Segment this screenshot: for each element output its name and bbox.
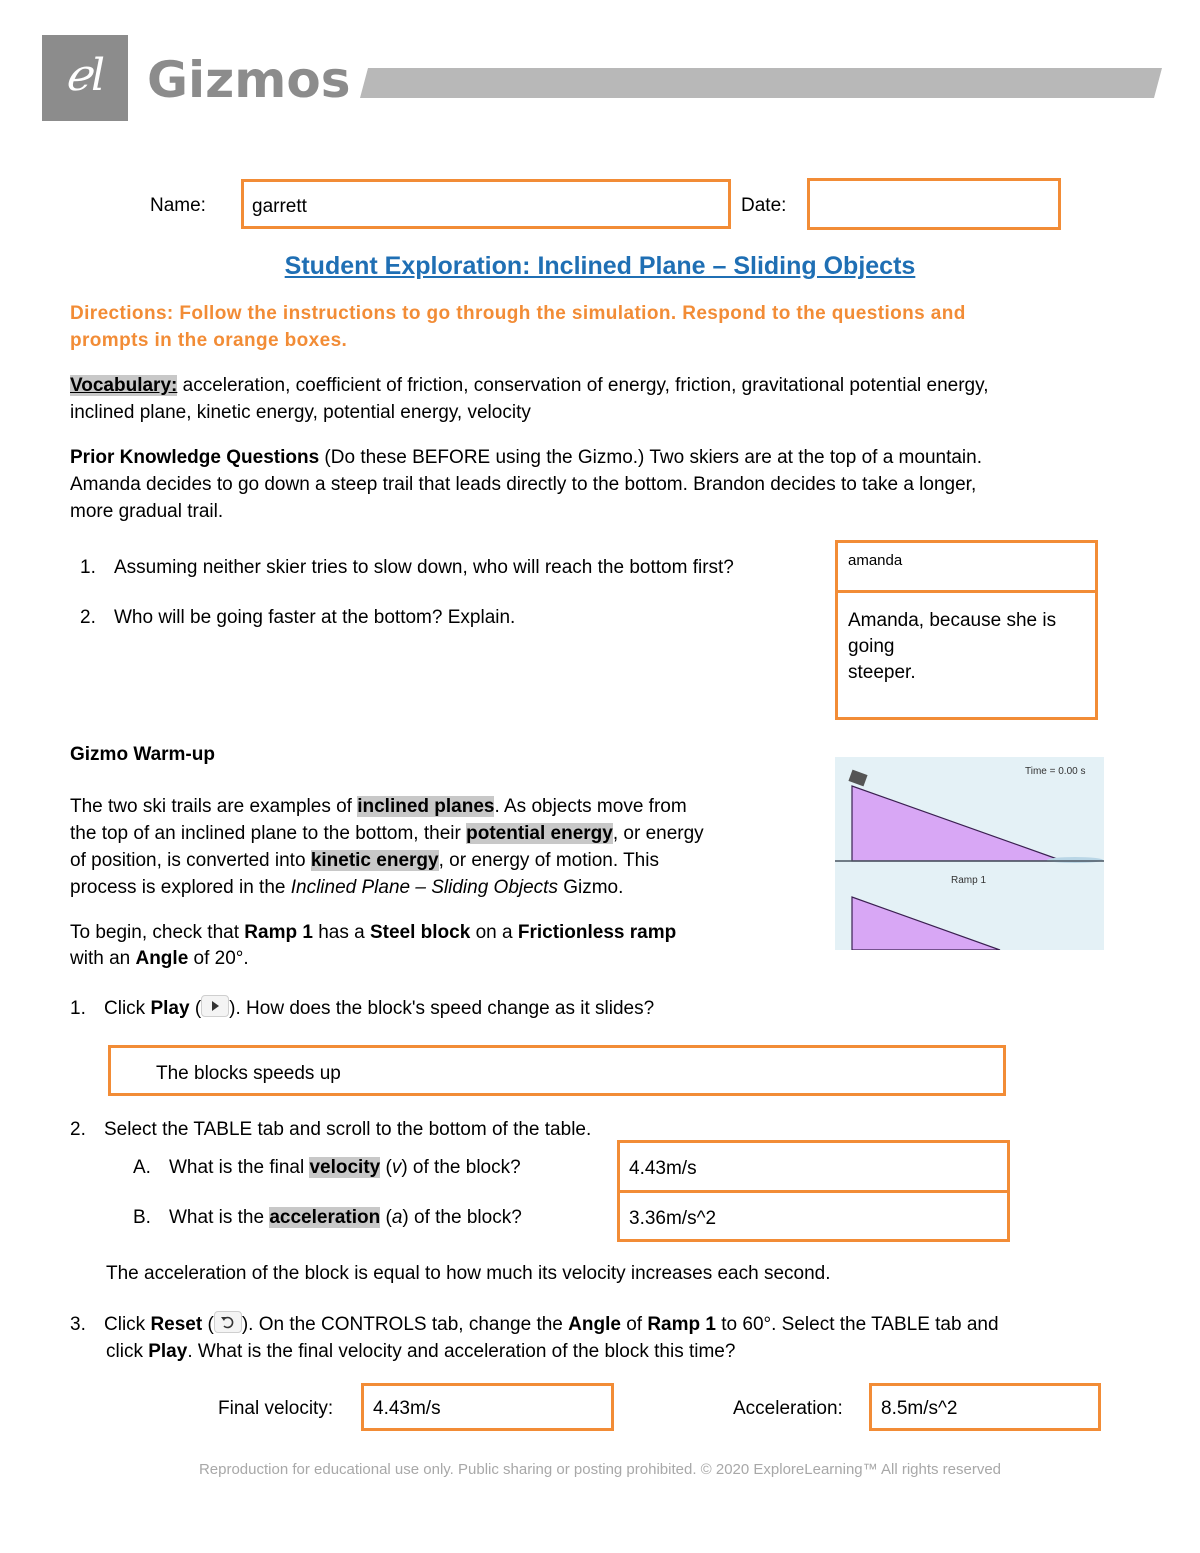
warmup-line-2 bbox=[70, 820, 704, 847]
prior-q2-number: 2. bbox=[80, 607, 96, 628]
prior-q2-answer-line-1: Amanda, because she is bbox=[848, 610, 1057, 631]
directions-line-1: Directions: Follow the instructions to go through the simulation. Respond to the questions and bbox=[70, 303, 966, 324]
vocabulary-text: acceleration, coefficient of friction, conservation of energy, friction, gravitational potential energy, bbox=[177, 375, 989, 396]
q2a-answer-box[interactable] bbox=[617, 1140, 1010, 1193]
warmup-text: . As objects move from bbox=[494, 796, 687, 817]
vocabulary-label: Vocabulary: bbox=[70, 375, 178, 396]
q2-line bbox=[70, 1116, 591, 1143]
q2-note: The acceleration of the block is equal to how much its velocity increases each second. bbox=[106, 1263, 831, 1284]
steel-block-term: Steel block bbox=[369, 922, 471, 943]
acceleration-label: Acceleration: bbox=[733, 1398, 843, 1419]
warmup-text: has a bbox=[312, 922, 370, 943]
prior-line-2: Amanda decides to go down a steep trail that leads directly to the bottom. Brandon decides to take a longer, bbox=[70, 474, 977, 495]
prior-q2-answer-line-3: steeper. bbox=[848, 662, 916, 683]
q2b-text: ( bbox=[380, 1207, 392, 1228]
prior-q2 bbox=[80, 604, 515, 631]
q2b-answer-box[interactable] bbox=[617, 1190, 1010, 1242]
q3-line-2 bbox=[106, 1338, 735, 1365]
reset-term: Reset bbox=[150, 1314, 203, 1335]
copyright-footer: Reproduction for educational use only. Public sharing or posting prohibited. © 2020 ExploreLearning™ All rights reserved bbox=[198, 1461, 1002, 1478]
q1-answer: The blocks speeds up bbox=[156, 1063, 341, 1084]
date-label: Date: bbox=[741, 195, 787, 216]
warmup-text: The two ski trails are examples of bbox=[70, 796, 358, 817]
name-value: garrett bbox=[252, 196, 307, 217]
warmup-begin-line-1 bbox=[70, 919, 676, 946]
final-velocity-answer: 4.43m/s bbox=[373, 1398, 441, 1419]
q1-text: ). How does the block's speed change as it slides? bbox=[229, 998, 655, 1019]
warmup-text: of 20°. bbox=[188, 948, 249, 969]
header-bar bbox=[360, 68, 1162, 100]
term-kinetic-energy: kinetic energy bbox=[310, 850, 439, 871]
q1-number: 1. bbox=[70, 998, 86, 1019]
warmup-line-1 bbox=[70, 793, 687, 820]
warmup-text: , or energy bbox=[612, 823, 704, 844]
brand-name: Gizmos bbox=[147, 51, 351, 109]
q3-text: . What is the final velocity and acceleration of the block this time? bbox=[187, 1341, 736, 1362]
term-acceleration: acceleration bbox=[269, 1207, 381, 1228]
vocabulary-line-2: inclined plane, kinetic energy, potential energy, velocity bbox=[70, 402, 531, 423]
prior-q1-answer: amanda bbox=[848, 552, 903, 569]
angle-term: Angle bbox=[568, 1314, 621, 1335]
ramp-1-shape bbox=[852, 786, 1063, 861]
warmup-begin-line-2 bbox=[70, 945, 249, 972]
prior-q1-text: Assuming neither skier tries to slow down, who will reach the bottom first? bbox=[114, 557, 734, 578]
angle-term: Angle bbox=[135, 948, 189, 969]
term-inclined-planes: inclined planes bbox=[357, 796, 495, 817]
q2b-number: B. bbox=[133, 1207, 151, 1228]
q2b-line bbox=[133, 1204, 522, 1231]
q2-number: 2. bbox=[70, 1119, 86, 1140]
q2a-text: ( bbox=[380, 1157, 392, 1178]
q3-text: Click bbox=[104, 1314, 151, 1335]
var-v: v bbox=[391, 1157, 402, 1178]
reset-icon bbox=[214, 1311, 242, 1333]
ramp-2-shape bbox=[852, 897, 1000, 950]
prior-line-1 bbox=[70, 444, 982, 471]
final-velocity-label: Final velocity: bbox=[218, 1398, 334, 1419]
q3-text: click bbox=[106, 1341, 149, 1362]
q3-number: 3. bbox=[70, 1314, 86, 1335]
acceleration-answer-box[interactable] bbox=[869, 1383, 1101, 1431]
prior-q2-answer-box[interactable] bbox=[835, 590, 1098, 720]
q2a-line bbox=[133, 1154, 521, 1181]
gizmo-name: Inclined Plane – Sliding Objects bbox=[290, 877, 558, 898]
simulation-drawing bbox=[835, 757, 1104, 950]
directions-line-2: prompts in the orange boxes. bbox=[70, 330, 348, 351]
final-velocity-answer-box[interactable] bbox=[361, 1383, 614, 1431]
q3-text: ). On the CONTROLS tab, change the bbox=[241, 1314, 569, 1335]
sim-time-readout: Time = 0.00 s bbox=[1025, 766, 1086, 777]
steel-block bbox=[848, 770, 867, 787]
frictionless-ramp-term: Frictionless ramp bbox=[517, 922, 677, 943]
q2a-text: ) of the block? bbox=[401, 1157, 521, 1178]
q3-text: ( bbox=[202, 1314, 214, 1335]
play-term: Play bbox=[148, 1341, 188, 1362]
q1-text: Click bbox=[104, 998, 151, 1019]
sim-ramp-label: Ramp 1 bbox=[951, 875, 987, 886]
prior-q1-answer-box[interactable] bbox=[835, 540, 1098, 593]
term-potential-energy: potential energy bbox=[466, 823, 613, 844]
ground-shadow bbox=[1047, 857, 1103, 863]
prior-text-1: (Do these BEFORE using the Gizmo.) Two skiers are at the top of a mountain. bbox=[319, 447, 982, 468]
warmup-text: the top of an inclined plane to the bottom, their bbox=[70, 823, 467, 844]
simulation-preview bbox=[835, 757, 1104, 950]
warmup-line-3 bbox=[70, 847, 659, 874]
prior-line-3: more gradual trail. bbox=[70, 501, 224, 522]
prior-q2-text: Who will be going faster at the bottom? Explain. bbox=[114, 607, 516, 628]
acceleration-answer: 8.5m/s^2 bbox=[881, 1398, 958, 1419]
ramp-1-term: Ramp 1 bbox=[647, 1314, 716, 1335]
prior-label: Prior Knowledge Questions bbox=[70, 447, 320, 468]
prior-q1 bbox=[80, 554, 734, 581]
warmup-line-4 bbox=[70, 874, 623, 901]
warmup-text: with an bbox=[70, 948, 136, 969]
play-term: Play bbox=[150, 998, 190, 1019]
warmup-text: of position, is converted into bbox=[70, 850, 311, 871]
warmup-text: process is explored in the bbox=[70, 877, 291, 898]
prior-q2-answer-line-2: going bbox=[848, 636, 895, 657]
q1-answer-box[interactable] bbox=[108, 1045, 1006, 1096]
q3-text: of bbox=[620, 1314, 648, 1335]
ramp-1-term: Ramp 1 bbox=[244, 922, 313, 943]
q1-line bbox=[70, 995, 654, 1022]
q2a-answer: 4.43m/s bbox=[629, 1158, 697, 1179]
warmup-heading: Gizmo Warm-up bbox=[70, 744, 215, 765]
q2a-text: What is the final bbox=[169, 1157, 310, 1178]
name-label: Name: bbox=[150, 195, 206, 216]
q2a-number: A. bbox=[133, 1157, 151, 1178]
warmup-text: To begin, check that bbox=[70, 922, 245, 943]
var-a: a bbox=[391, 1207, 403, 1228]
explorelearning-logo bbox=[42, 35, 128, 121]
name-field[interactable] bbox=[241, 179, 731, 229]
q2b-answer: 3.36m/s^2 bbox=[629, 1208, 717, 1229]
q2-text: Select the TABLE tab and scroll to the bottom of the table. bbox=[104, 1119, 592, 1140]
date-field[interactable] bbox=[807, 178, 1061, 230]
warmup-text: , or energy of motion. This bbox=[438, 850, 659, 871]
vocabulary-line-1 bbox=[70, 372, 988, 399]
page-title: Student Exploration: Inclined Plane – Sliding Objects bbox=[284, 252, 916, 280]
term-velocity: velocity bbox=[309, 1157, 381, 1178]
q2b-text: ) of the block? bbox=[402, 1207, 522, 1228]
prior-q1-number: 1. bbox=[80, 557, 96, 578]
warmup-text: on a bbox=[470, 922, 518, 943]
q3-text: to 60°. Select the TABLE tab and bbox=[715, 1314, 999, 1335]
q3-line-1 bbox=[70, 1311, 999, 1338]
warmup-text: Gizmo. bbox=[557, 877, 624, 898]
logo-mark: ℯl bbox=[64, 50, 106, 101]
q1-text: ( bbox=[189, 998, 202, 1019]
q2b-text: What is the bbox=[169, 1207, 270, 1228]
play-icon bbox=[201, 995, 229, 1017]
